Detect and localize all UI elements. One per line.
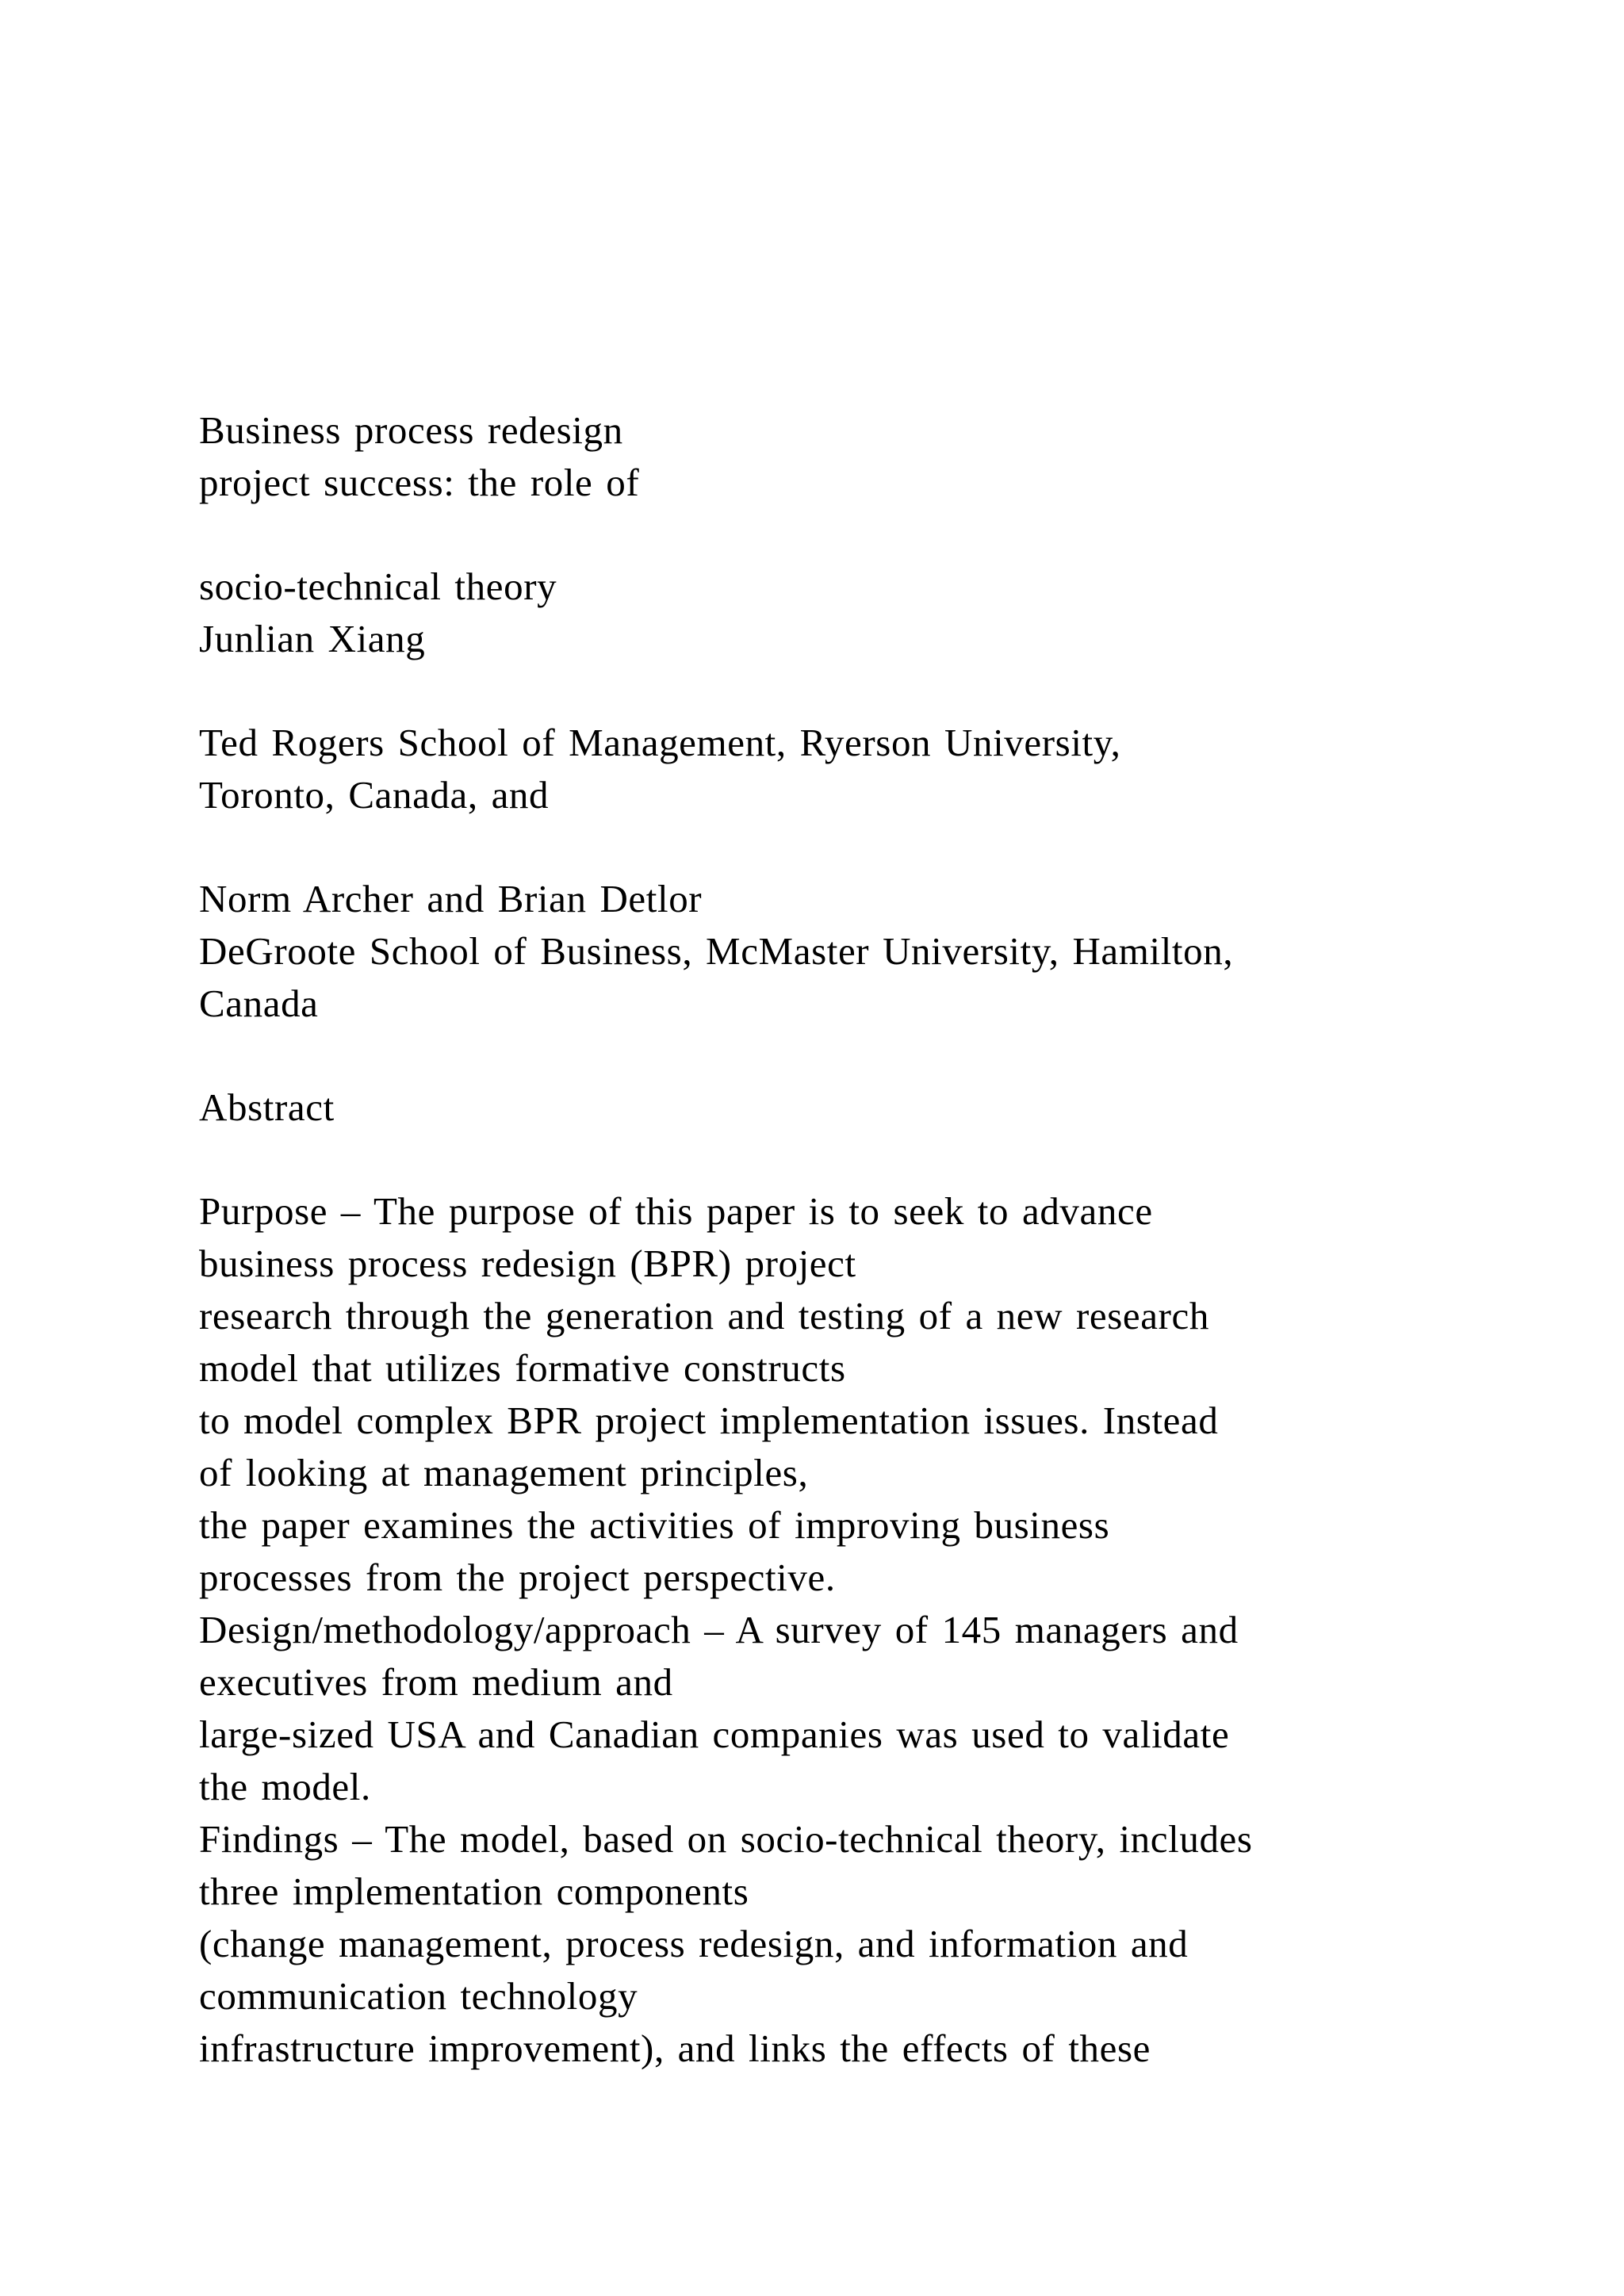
abstract-line: infrastructure improvement), and links the effects of these	[199, 2026, 1151, 2070]
title-line-2: project success: the role of	[199, 461, 640, 504]
affiliation-1-line-2: Toronto, Canada, and	[199, 773, 550, 817]
abstract-line: executives from medium and	[199, 1660, 673, 1704]
abstract-line: to model complex BPR project implementation issues. Instead	[199, 1399, 1219, 1442]
abstract-line: communication technology	[199, 1974, 638, 2018]
abstract-line: (change management, process redesign, and information and	[199, 1922, 1189, 1965]
affiliation-1-line-1: Ted Rogers School of Management, Ryerson University,	[199, 721, 1121, 764]
abstract-line: research through the generation and testing of a new research	[199, 1294, 1209, 1337]
abstract-line: processes from the project perspective.	[199, 1556, 836, 1599]
title-line-1: Business process redesign	[199, 408, 623, 452]
author-name: Junlian Xiang	[199, 617, 426, 660]
abstract-line: large-sized USA and Canadian companies was used to validate	[199, 1712, 1230, 1756]
abstract-line: three implementation components	[199, 1869, 749, 1913]
affiliation-2-line-2: Canada	[199, 982, 319, 1025]
abstract-line: business process redesign (BPR) project	[199, 1242, 856, 1285]
title-line-3: socio-technical theory	[199, 564, 557, 608]
abstract-line: of looking at management principles,	[199, 1451, 809, 1494]
abstract-line: Purpose – The purpose of this paper is to seek to advance	[199, 1189, 1153, 1233]
abstract-line: Findings – The model, based on socio-technical theory, includes	[199, 1817, 1253, 1861]
abstract-line: Design/methodology/approach – A survey of 145 managers and	[199, 1608, 1239, 1651]
abstract-line: model that utilizes formative constructs	[199, 1346, 846, 1390]
abstract-line: the model.	[199, 1765, 371, 1808]
abstract-heading: Abstract	[199, 1085, 335, 1129]
abstract-line: the paper examines the activities of improving business	[199, 1503, 1110, 1547]
co-author-names: Norm Archer and Brian Detlor	[199, 877, 703, 920]
affiliation-2-line-1: DeGroote School of Business, McMaster University, Hamilton,	[199, 929, 1234, 973]
